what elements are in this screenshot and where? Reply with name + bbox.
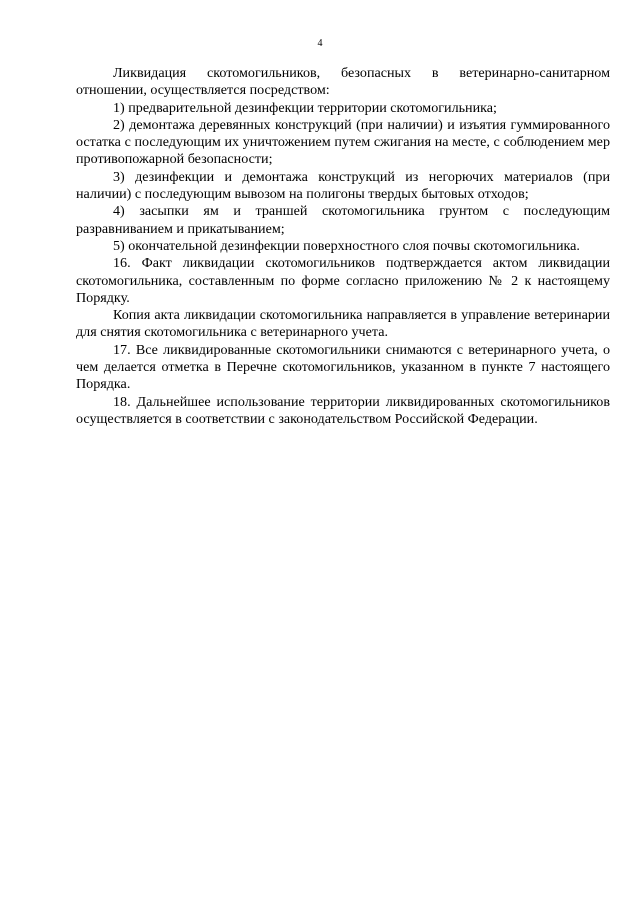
clause-18: 18. Дальнейшее использование территории ликвидированных скотомогильников осуществляется в соответствии с законодательством Российской Федерации. xyxy=(76,393,610,427)
clause-16-copy: Копия акта ликвидации скотомогильника направляется в управление ветеринарии для снятия скотомогильника с ветеринарного учета. xyxy=(76,307,610,341)
list-item-4: 4) засыпки ям и траншей скотомогильника грунтом с последующим разравниванием и прикатыванием; xyxy=(76,203,610,237)
clause-16: 16. Факт ликвидации скотомогильников подтверждается актом ликвидации скотомогильника, составленным по форме согласно приложению № 2 к настоящему Порядку. xyxy=(76,255,610,306)
page-number: 4 xyxy=(317,38,323,49)
clause-17: 17. Все ликвидированные скотомогильники снимаются с ветеринарного учета, о чем делается отметка в Перечне скотомогильников, указанном в пункте 7 настоящего Порядка. xyxy=(76,341,610,393)
paragraph-intro: Ликвидация скотомогильников, безопасных в ветеринарно-санитарном отношении, осуществляется посредством: xyxy=(76,65,610,99)
document-body xyxy=(76,65,610,428)
list-item-5: 5) окончательной дезинфекции поверхностного слоя почвы скотомогильника. xyxy=(113,237,580,254)
list-item-3: 3) дезинфекции и демонтажа конструкций из негорючих материалов (при наличии) с последующим вывозом на полигоны твердых бытовых отходов; xyxy=(76,168,610,203)
list-item-2: 2) демонтажа деревянных конструкций (при наличии) и изъятия гуммированного остатка с последующим их уничтожением путем сжигания на месте, с соблюдением мер противопожарной безопасности; xyxy=(76,116,610,168)
list-item-1: 1) предварительной дезинфекции территории скотомогильника; xyxy=(113,99,497,116)
